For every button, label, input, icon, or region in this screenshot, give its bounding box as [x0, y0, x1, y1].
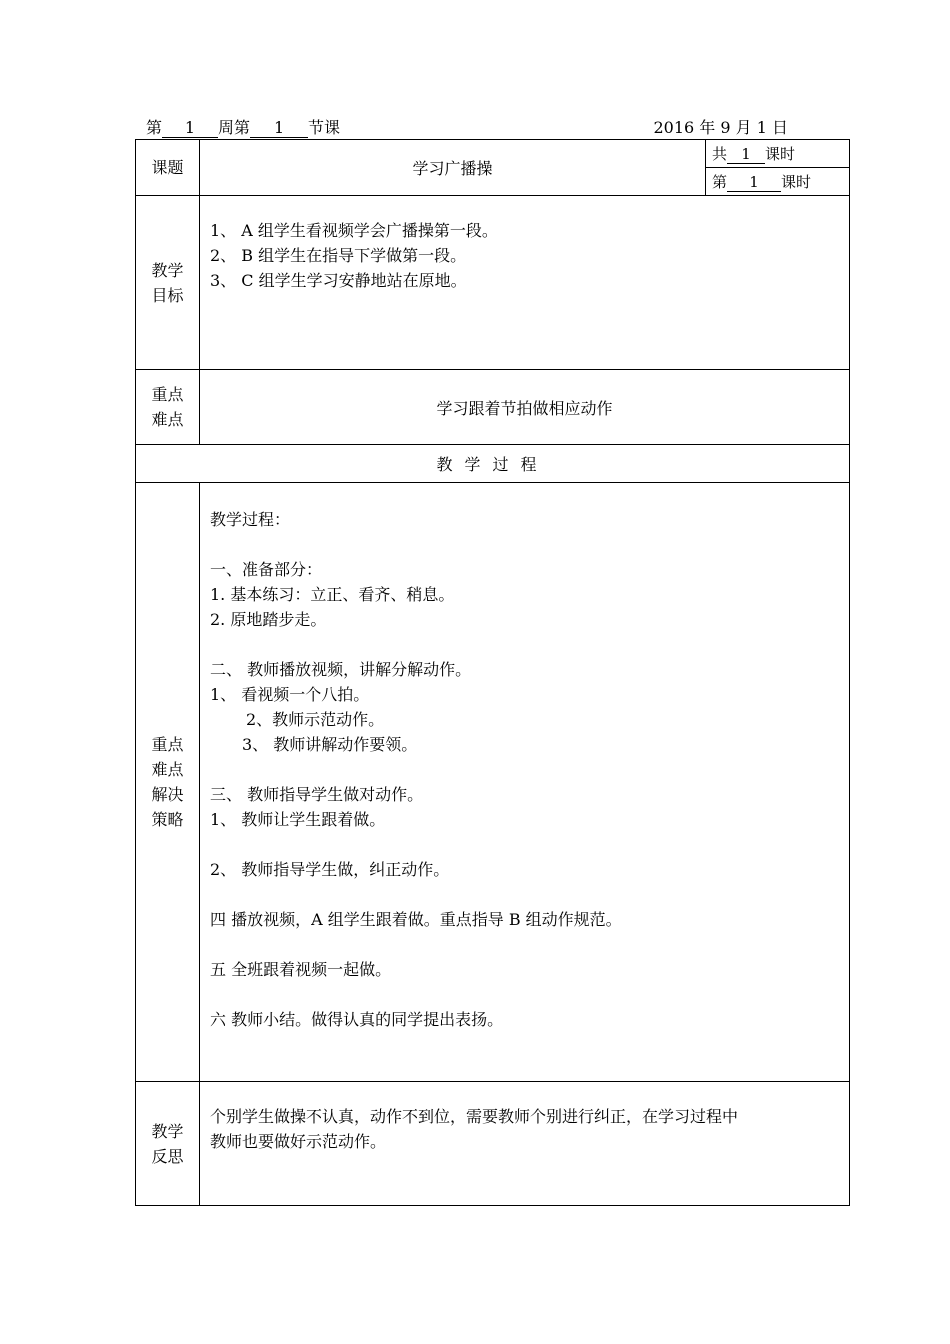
goals-content: [200, 196, 850, 370]
lesson-plan-table: [135, 139, 850, 1206]
lesson-date: 2016 年 9 月 1 日: [653, 118, 788, 137]
goals-label-line1: 教学: [151, 260, 184, 280]
key-points-label-line1: 重点: [151, 385, 184, 404]
current-number: 1: [727, 173, 781, 192]
reflection-line: 个别学生做操不认真，动作不到位，需要教师个别进行纠正，在学习过程中: [210, 1107, 739, 1126]
strategy-line: 3、 教师讲解动作要领。: [242, 735, 418, 754]
strategy-line: 五 全班跟着视频一起做。: [210, 960, 392, 979]
goal-item: 1、 A 组学生看视频学会广播操第一段。: [210, 221, 498, 240]
current-period: [706, 168, 850, 196]
topic-row: [136, 140, 850, 168]
goals-row: [136, 196, 850, 370]
lesson-suffix: 节课: [308, 118, 341, 137]
strategy-line: 教学过程：: [210, 510, 291, 529]
reflection-content: [200, 1082, 850, 1206]
strategy-line: 1. 基本练习：立正、看齐、稍息。: [210, 585, 455, 604]
strategy-content: [200, 483, 850, 1082]
current-prefix: 第: [712, 172, 728, 191]
strategy-label: [136, 483, 200, 1082]
key-points-label: [136, 370, 200, 445]
reflection-label-line1: 教学: [151, 1121, 184, 1141]
process-header-row: [136, 445, 850, 483]
current-suffix: 课时: [781, 172, 812, 191]
strategy-line: 2、 教师指导学生做，纠正动作。: [210, 860, 450, 879]
strategy-line: 2、教师示范动作。: [246, 710, 385, 729]
strategy-line: 一、准备部分：: [210, 560, 323, 579]
goals-label: [136, 196, 200, 370]
total-suffix: 课时: [765, 144, 796, 163]
total-periods: [706, 140, 850, 168]
week-prefix: 第: [146, 118, 163, 137]
lesson-header: [146, 115, 794, 139]
reflection-label: [136, 1082, 200, 1206]
goals-label-line2: 目标: [151, 285, 184, 305]
week-number: 1: [162, 119, 218, 138]
goal-item: 3、 C 组学生学习安静地站在原地。: [210, 271, 467, 290]
process-header: 教学过程: [136, 445, 850, 483]
strategy-label-line3: 解决: [151, 785, 184, 804]
week-lesson-line: [146, 115, 340, 138]
reflection-row: [136, 1082, 850, 1206]
key-points-row: [136, 370, 850, 445]
total-prefix: 共: [712, 144, 728, 163]
strategy-row: [136, 483, 850, 1082]
strategy-line: 1、 看视频一个八拍。: [210, 685, 370, 704]
strategy-label-line4: 策略: [151, 810, 184, 829]
strategy-line: 三、 教师指导学生做对动作。: [210, 785, 424, 804]
key-points-label-line2: 难点: [151, 410, 184, 429]
strategy-label-line1: 重点: [151, 735, 184, 754]
total-number: 1: [727, 145, 765, 164]
strategy-line: 四 播放视频，A 组学生跟着做。重点指导 B 组动作规范。: [210, 910, 622, 929]
strategy-label-line2: 难点: [151, 760, 184, 779]
topic-label: 课题: [136, 140, 200, 196]
strategy-line: 1、 教师让学生跟着做。: [210, 810, 386, 829]
strategy-line: 2. 原地踏步走。: [210, 610, 327, 629]
topic-title: 学习广播操: [200, 140, 706, 196]
goal-item: 2、 B 组学生在指导下学做第一段。: [210, 246, 467, 265]
key-points-text: 学习跟着节拍做相应动作: [200, 370, 850, 445]
lesson-number: 1: [250, 119, 308, 138]
reflection-line: 教师也要做好示范动作。: [210, 1132, 387, 1151]
strategy-line: 六 教师小结。做得认真的同学提出表扬。: [210, 1010, 504, 1029]
week-suffix: 周第: [218, 118, 251, 137]
strategy-line: 二、 教师播放视频，讲解分解动作。: [210, 660, 472, 679]
reflection-label-line2: 反思: [151, 1146, 184, 1166]
